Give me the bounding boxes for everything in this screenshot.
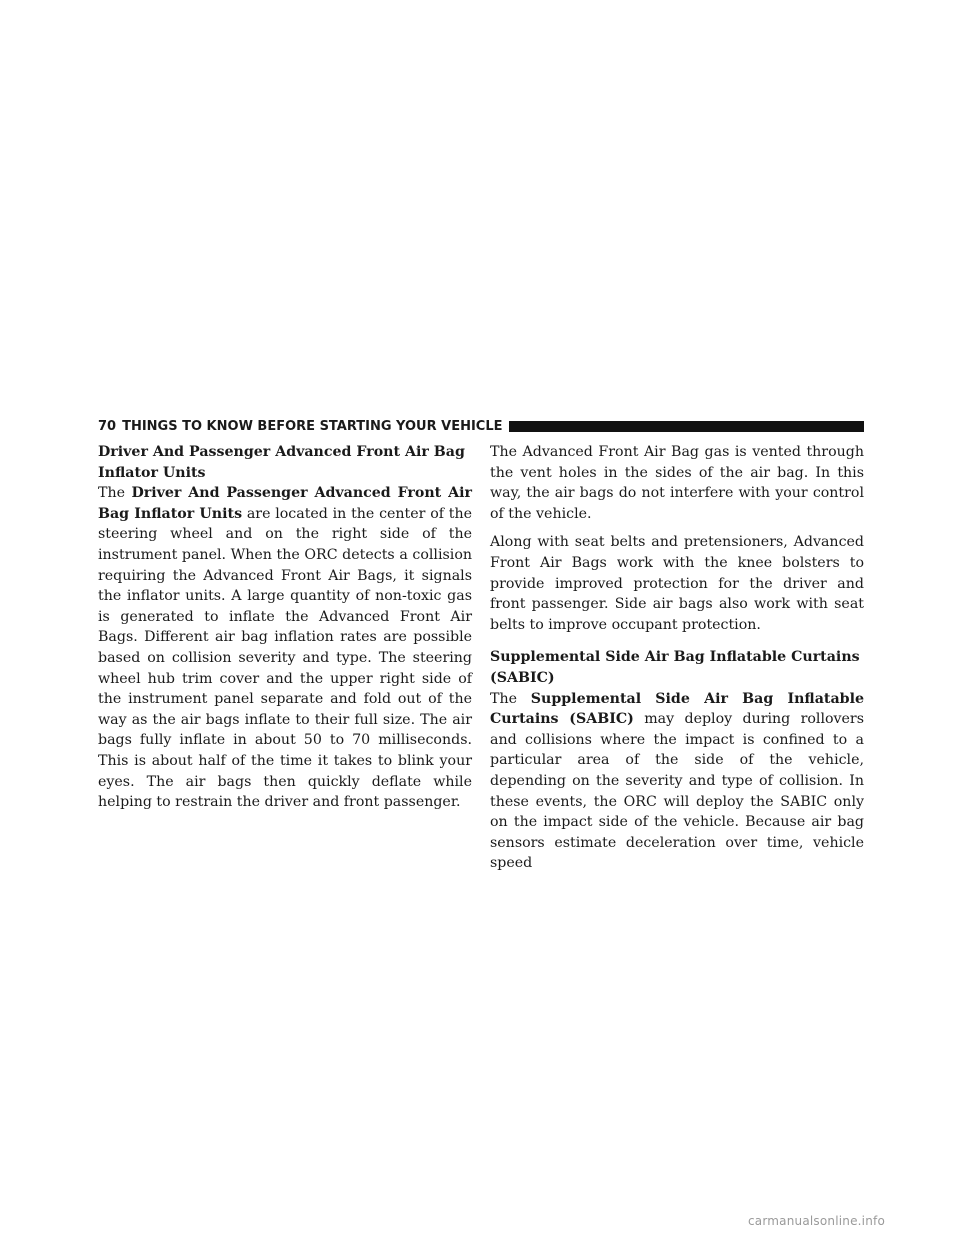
page-header [98,416,864,436]
paragraph-lead: Driver And Passenger Advanced Front Air Bag Inflator Units [98,485,472,522]
header-rule [509,421,864,432]
chapter-title: THINGS TO KNOW BEFORE STARTING YOUR VEHICLE [122,418,503,434]
watermark-text: carmanualsonline.info [748,1214,885,1228]
paragraph-gas-vented: The Advanced Front Air Bag gas is vented through the vent holes in the sides of the air bag. In this way, the air bags do not interfere with your control of the vehicle. [490,444,864,522]
paragraph-body: are located in the center of the steering wheel and on the right side of the instrument panel. When the ORC detects a collision requiring the Advanced Front Air Bags, it signals the inflator units. A large quantity of non-toxic gas is generated to inflate the Advanced Front Air Bags. Different air bag inflation rates are possible based on collision severity and type. The steering wheel hub trim cover and the upper right side of the instrument panel separate and fold out of the way as the air bags inflate to their full size. The air bags fully inflate in about 50 to 70 milliseconds. This is about half of the time it takes to blink your eyes. The air bags then quickly deflate while helping to restrain the driver and front passenger. [98,505,472,811]
section-heading-sabic: Supplemental Side Air Bag Inflatable Curtains (SABIC) [490,649,860,686]
paragraph-lead: Supplemental Side Air Bag Inflatable Curtains (SABIC) [490,690,864,728]
right-column [490,442,864,882]
section-heading-inflator-units: Driver And Passenger Advanced Front Air Bag Inflator Units [98,444,465,481]
paragraph-knee-bolsters: Along with seat belts and pretensioners, Advanced Front Air Bags work with the knee bolsters to provide improved protection for the driver and front passenger. Side air bags also work with seat belts to improve occupant protection. [490,534,864,633]
page-number: 70 [98,418,117,434]
paragraph-prefix: The [490,690,531,707]
paragraph-sabic [490,689,864,874]
left-column [98,442,472,821]
paragraph-body: may deploy during rollovers and collisions where the impact is confined to a particular area of the side of the vehicle, depending on the severity and type of collision. In these events, the ORC will deploy the SABIC only on the impact side of the vehicle. Because air bag sensors estimate deceleration over time, vehicle speed [490,711,864,872]
paragraph-prefix: The [98,485,132,502]
paragraph-inflator-units [98,483,472,813]
